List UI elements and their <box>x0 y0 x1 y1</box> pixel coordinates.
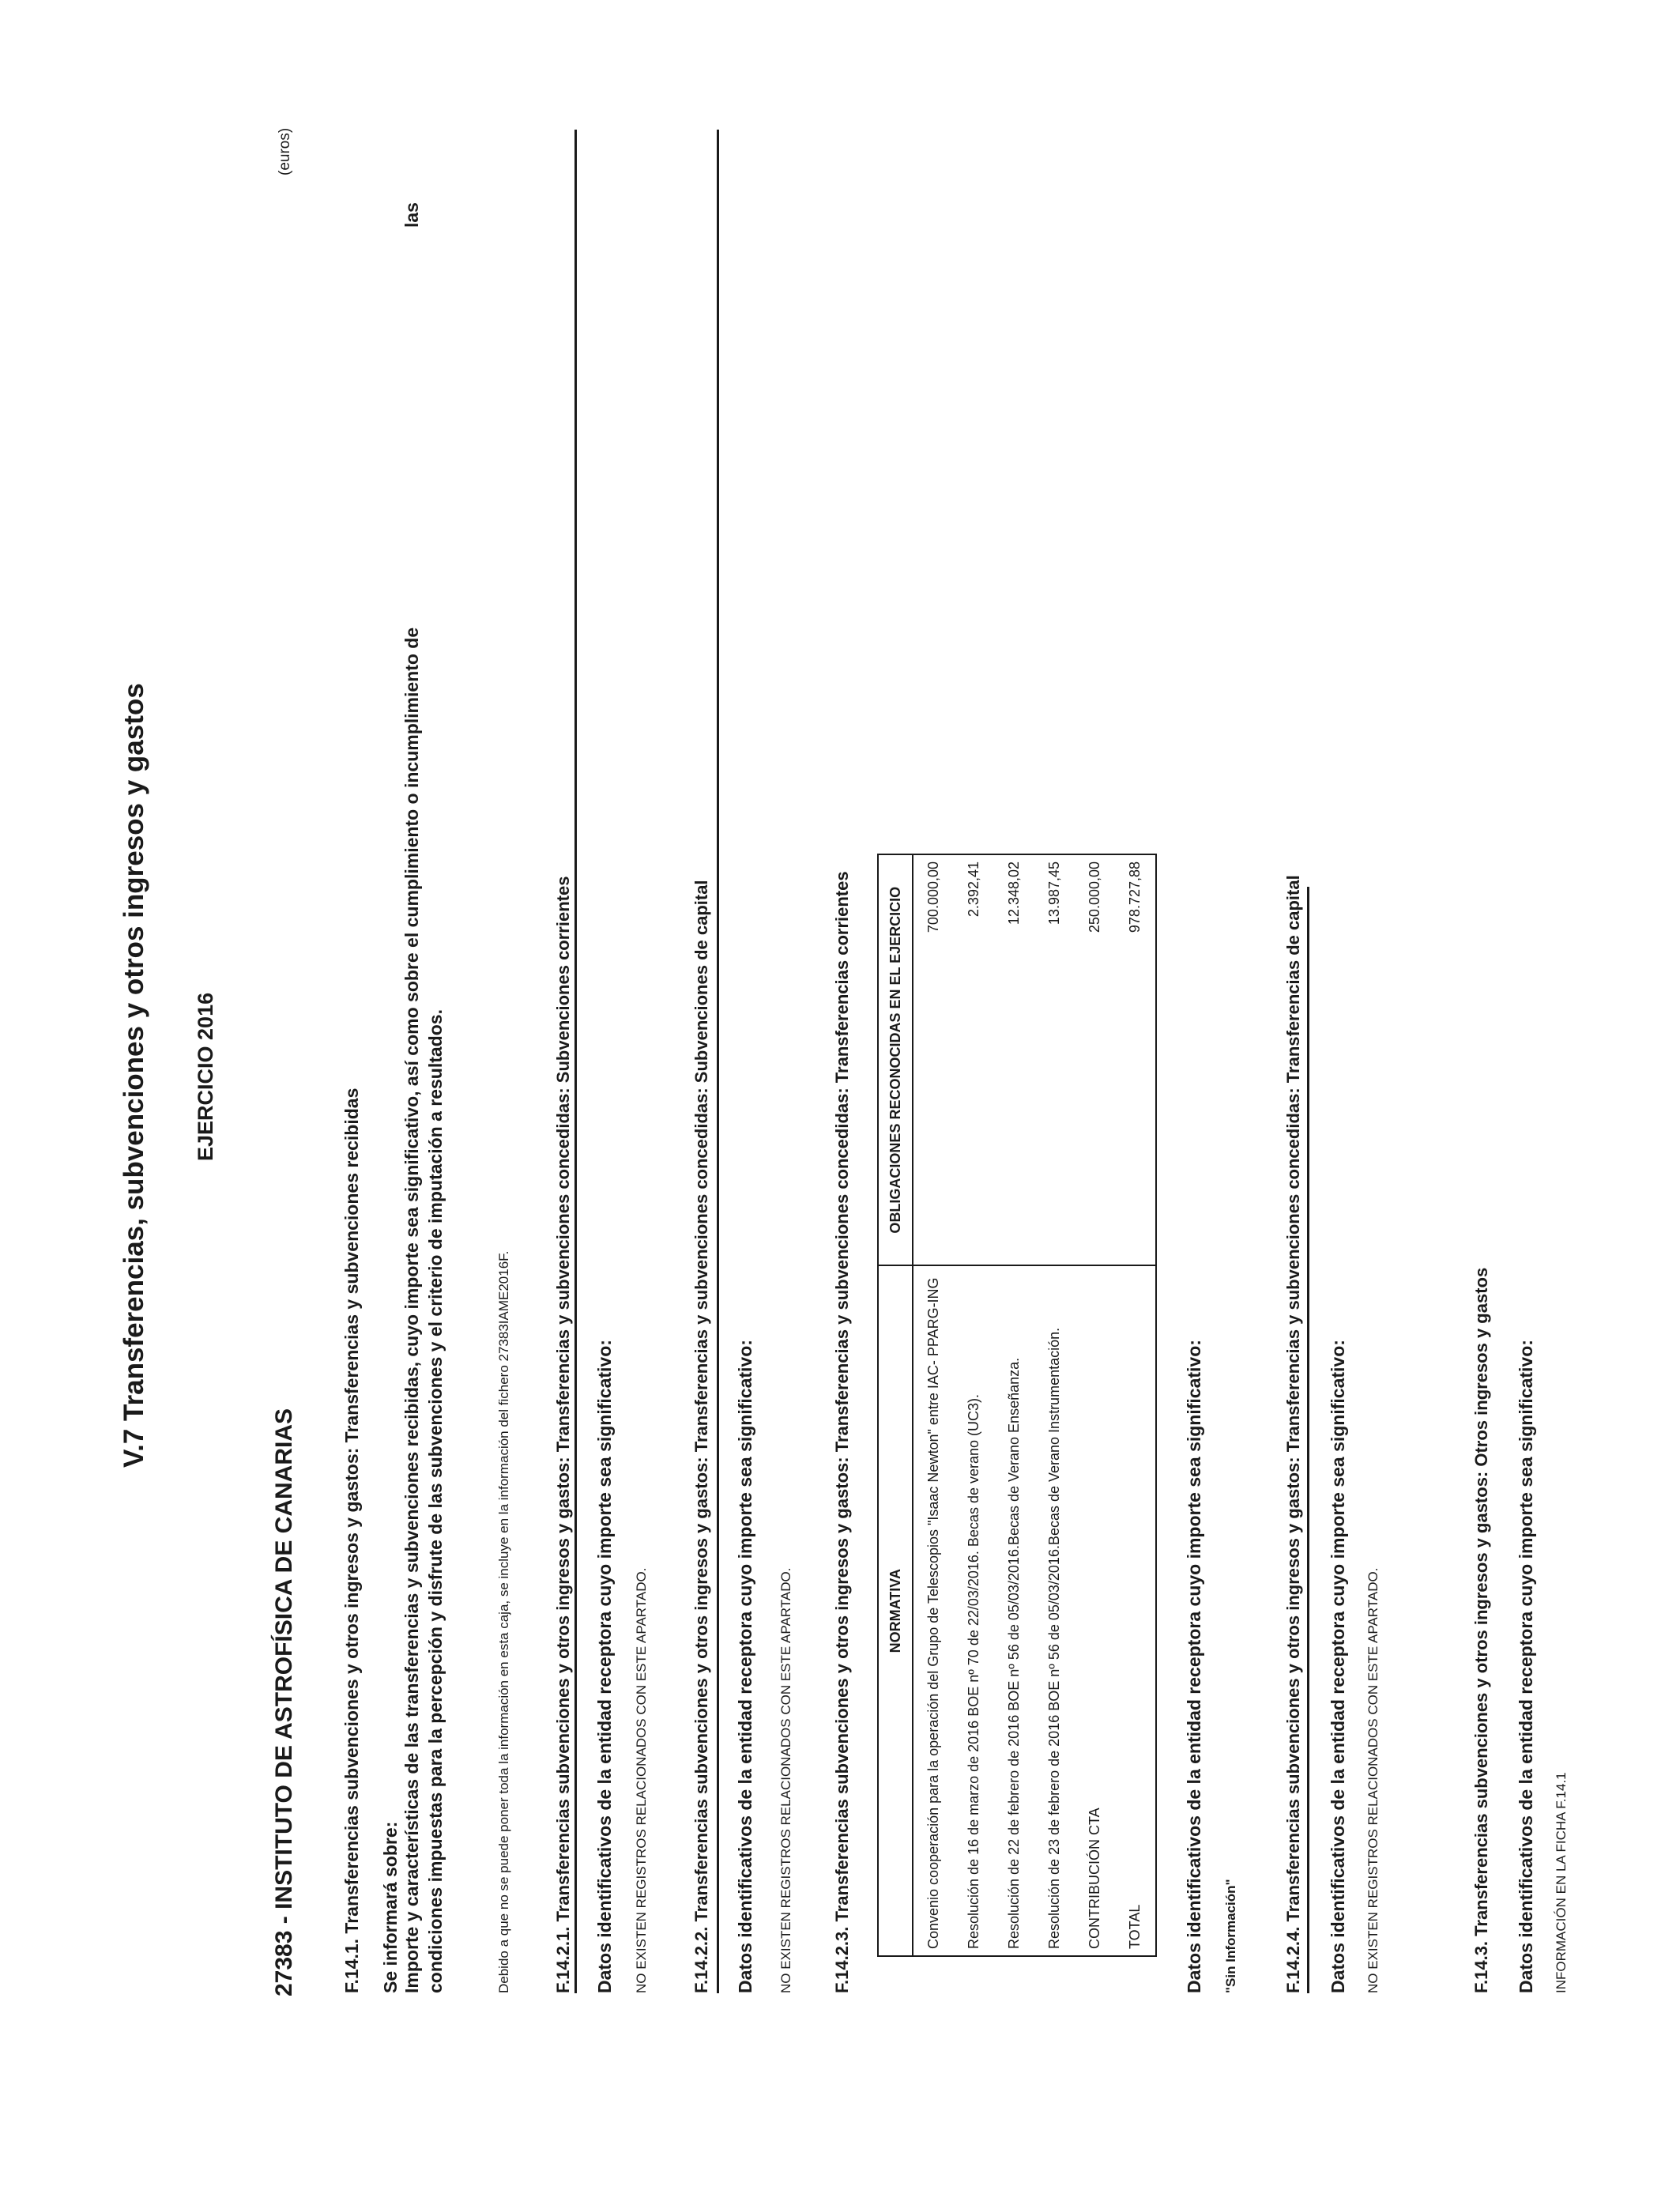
row-normativa: Resolución de 23 de febrero de 2016 BOE nº 56 de 05/03/2016.Becas de Verano Instrumentación. <box>1046 1327 1062 1949</box>
row-importe: 250.000,00 <box>1075 854 1115 1265</box>
row-importe: 12.348,02 <box>994 854 1034 1265</box>
f14-2-1-sub: Datos identificativos de la entidad receptora cuyo importe sea significativo: <box>594 1340 615 1993</box>
f14-3-sub: Datos identificativos de la entidad receptora cuyo importe sea significativo: <box>1516 1340 1536 1993</box>
f14-2-3-text: "Sin Información" <box>1223 1879 1238 1993</box>
section-divider <box>717 130 719 1993</box>
f14-2-4-sub: Datos identificativos de la entidad receptora cuyo importe sea significativo: <box>1328 1340 1348 1993</box>
f14-1-note: Debido a que no se puede poner toda la información en esta caja, se incluye en la información del fichero 27383IAME2016F. <box>496 1250 511 1993</box>
row-normativa: Resolución de 16 de marzo de 2016 BOE nº 70 de 22/03/2016. Becas de verano (UC3). <box>966 1393 981 1949</box>
row-importe: 700.000,00 <box>913 854 954 1265</box>
row-importe: 2.392,41 <box>954 854 994 1265</box>
total-importe: 978.727,88 <box>1115 854 1156 1265</box>
row-normativa: Convenio cooperación para la operación del Grupo de Telescopios "Isaac Newton" entre IAC- PPARG-ING <box>925 1277 941 1949</box>
f14-2-4-text: NO EXISTEN REGISTROS RELACIONADOS CON ESTE APARTADO. <box>1365 1567 1381 1993</box>
f14-2-2-sub: Datos identificativos de la entidad receptora cuyo importe sea significativo: <box>735 1340 755 1993</box>
table-row <box>1034 854 1075 1956</box>
table-total-row <box>1115 854 1156 1956</box>
f14-2-2-heading: F.14.2.2. Transferencias subvenciones y otros ingresos y gastos: Transferencias y subvenciones concedidas: Subvenciones de capital <box>691 880 711 1993</box>
f14-2-1-heading: F.14.2.1. Transferencias subvenciones y otros ingresos y gastos: Transferencias y subvenciones concedidas: Subvenciones corrientes <box>553 876 573 1993</box>
col-obligaciones: OBLIGACIONES RECONOCIDAS EN EL EJERCICIO <box>878 854 913 1265</box>
f14-1-line1-end: las <box>401 202 422 228</box>
f14-2-3-sub: Datos identificativos de la entidad receptora cuyo importe sea significativo: <box>1184 1340 1204 1993</box>
f14-2-1-text: NO EXISTEN REGISTROS RELACIONADOS CON ESTE APARTADO. <box>634 1567 649 1993</box>
f14-2-2-text: NO EXISTEN REGISTROS RELACIONADOS CON ESTE APARTADO. <box>778 1567 793 1993</box>
table-row <box>1075 854 1115 1956</box>
total-label: TOTAL <box>1127 1904 1143 1949</box>
row-importe: 13.987,45 <box>1034 854 1075 1265</box>
section-divider <box>574 130 577 1993</box>
row-normativa: Resolución de 22 de febrero de 2016 BOE nº 56 de 05/03/2016.Becas de Verano Enseñanza. <box>1006 1357 1022 1949</box>
table-row <box>954 854 994 1956</box>
table-row <box>994 854 1034 1956</box>
ejercicio-label: EJERCICIO 2016 <box>194 992 217 1161</box>
row-normativa: CONTRIBUCIÓN CTA <box>1087 1808 1102 1949</box>
f14-2-3-heading: F.14.2.3. Transferencias subvenciones y otros ingresos y gastos: Transferencias y subvenciones concedidas: Transferencias corrientes <box>832 871 852 1993</box>
f14-2-4-heading: F.14.2.4. Transferencias subvenciones y otros ingresos y gastos: Transferencias y subvenciones concedidas: Transferencias de capital <box>1283 875 1303 1993</box>
units-label: (euros) <box>277 127 293 175</box>
f14-3-heading: F.14.3. Transferencias subvenciones y otros ingresos y gastos: Otros ingresos y gastos <box>1471 1267 1491 1993</box>
table-header-row <box>878 854 913 1956</box>
col-normativa: NORMATIVA <box>878 1265 913 1956</box>
transfers-table <box>877 854 1157 1957</box>
page-title: V.7 Transferencias, subvenciones y otros ingresos y gastos <box>119 683 149 1468</box>
table-row <box>913 854 954 1956</box>
f14-3-text: INFORMACIÓN EN LA FICHA F.14.1 <box>1554 1772 1569 1993</box>
f14-1-heading: F.14.1. Transferencias subvenciones y otros ingresos y gastos: Transferencias y subvenciones recibidas <box>341 1088 362 1993</box>
section-divider <box>1307 887 1309 1993</box>
f14-1-intro: Se informará sobre: <box>380 1821 401 1993</box>
entity-name: 27383 - INSTITUTO DE ASTROFÍSICA DE CANARIAS <box>271 1408 297 1996</box>
f14-1-line2: condiciones impuestas para la percepción y disfrute de las subvenciones y el criterio de imputación a resultados. <box>425 1009 446 1993</box>
f14-1-line1: Importe y características de las transferencias y subvenciones recibidas, cuyo importe sea significativo, así como sobre el cumplimiento o incumplimiento de <box>401 627 422 1993</box>
